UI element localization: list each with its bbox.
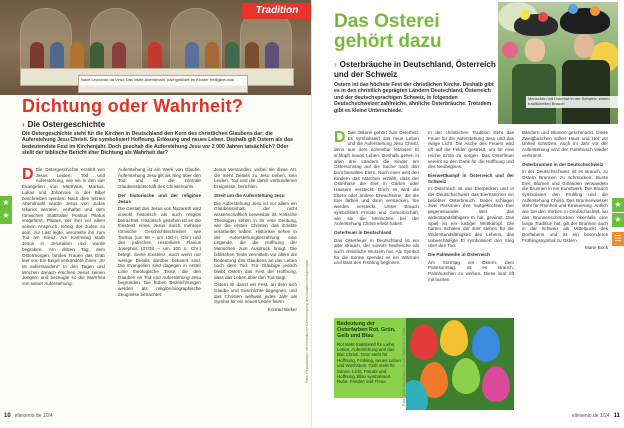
author-signature: Konrad Bieker [267, 307, 297, 313]
section-tab[interactable] [612, 198, 624, 212]
paragraph: Die Ostergeschichte erzählt von Jesus Leiden, Tod und Auferstehung, wie sie in den vier Evangelien von Matthäus, Markus, Lukas und Johannes in der Bibel beschrieben werden. Nach dem letzten Abendmahl wurde Jesus von Judas Iskariot verraten, verhaftet und dem römischen Statthalter Pontius Pilatus vorgeführt. Pilatus, der ihm vor allem seinen Anspruch, König der Juden zu sein, zur Last legte, verurteilte ihn zum Tod am Kreuz. Am Karfreitag starb Jesus in Jerusalem und wurde begraben. Am dritten Tag, dem Ostermorgen, fanden Frauen das Grab leer vor. Ein Engel verkündete ihnen: „Er ist auferstanden!“ In den Tagen und Wochen danach erschien Jesus seinen Jüngern und bezeugte so die Wahrheit von seiner Auferstehung. [22, 167, 105, 287]
section-tab[interactable] [0, 196, 12, 224]
paragraph: Die Gestalt des Jesus von Nazareth wird sowohl historisch als auch religiös betrachtet. Historisch gesehen ist es die Existenz eines Jesus durch mehrere römische Geschichtsschreiber wie Tacitus (um 58 – um 120 n. Chr.) und des jüdischen Historikers Flavius Josephus (37/38 – um 100 n. Chr.) belegt. Seine Existenz, auch wenn nur wenige Details darüber bekannt sind. Die Evangelien sind dagegen in erster Linie theologische Texte, die den Glauben an Tod und Auferstehung Jesu begründen. Die frühen Bezeichnungen werden als religiös-biographische Zeugnisse betrachtet. [118, 206, 201, 297]
paragraph: In Österreich ist das Eierpecken und in der Deutschschweiz das Eiertütschen ein beliebter Osterbrauch. Dabei schlagen zwei Personen ihre hartgekochten Eier gegeneinander. Wer das widerstandsfähigere Ei hat, gewinnt. Das Spiel ist ein lustiger Wettkampf. Die harten Schalen der Eier stehen für die Widerstandsfähigkeit des Lebens, das unbeschädigte Ei symbolisiert den Sieg über den Tod. [428, 186, 514, 249]
paragraph: Ostern ist damit ein Fest, an dem sich Glaube und Geschichte begegnen, und das Christen weltweit jedes Jahr als Symbol für ein neues Leben feiern. [214, 282, 297, 305]
page-number: 11 [613, 413, 620, 419]
section-tab[interactable] [612, 232, 624, 246]
star-icon: ★ [2, 198, 10, 207]
star-icon: ★ [614, 215, 622, 224]
left-column-1 [22, 167, 105, 289]
page-number: 10 [4, 413, 11, 419]
dropcap: D [22, 166, 34, 183]
article-subtitle: › Osterbräuche in Deutschland, Österreich und der Schweiz [334, 60, 496, 79]
paragraph: Das Osterei gehört zum Osterfest. Es symbolisiert das neue Leben und die Auferstehung Jesu Christi, denn aus dem scheinbar leblosen Ei schlüpft neues Leben. Deshalb gehen in allen drei Ländern die Kinder am Ostersonntag auf die Suche nach den bunt bemalten Eiern. Nach einer weit den Kindern das Märchen erzählt, dass der Osterhase die Eier in Gärten oder Häusern versteckt. Doch es wird die Eltern oder andere Erwachsene, die die Eier färben und dann verstecken. Sie werden versteckt. Unser Brauch symbolisiert Freude und Gemeinschaft, wie sie die Menschen bei der Auferstehung Christi erlebt haben. [334, 130, 419, 227]
publication: ellexenio.de 1/24 [571, 413, 610, 419]
easter-eggs-photo [406, 318, 514, 410]
arrow-icon: › [22, 120, 25, 129]
footer [4, 413, 53, 419]
section-tag: Tradition [242, 3, 312, 19]
paragraph: Bändern und Blumen geschmückt. Diese Zweigbuschen sollen Haus und Hof vor Unheil schützen. Auch im Jahr vor der Auferstehung wird der Palmbusch wieder verbrannt. [522, 130, 608, 158]
paragraph: Jesus verstanden, wobei sie diese Art, die mehr Details zu Jesu Leben, sein Leiden, Tod und die damit verbundenen Ereignisse, berichten. [214, 167, 297, 190]
arrow-icon: › [334, 60, 337, 69]
footer [572, 413, 620, 419]
publication: ellexenio.de 1/24 [14, 413, 53, 419]
section-heading: Osterbrunnen in der Deutschschweiz [522, 161, 604, 167]
photo-credit: Foto: Reproduktion mit freundlicher Genehmigung des Klosters Heiligkreuztal [305, 259, 309, 383]
list-icon: ☰ [614, 234, 622, 243]
right-column-1 [334, 130, 419, 268]
painting-caption: Nach Leonardo da Vinci: Das letzte Abendmahl, nachgebildet im Kloster Heiligkreuztal [78, 75, 248, 93]
article-title: Das Osterei gehört dazu [334, 11, 442, 52]
paragraph: Am Sonntag vor Ostern, dem Palmsonntag, ist es Brauch, Palmbuschen zu weihen. Diese sind oft mit bunten [428, 259, 514, 282]
right-column-3 [522, 130, 608, 251]
star-icon: ★ [2, 211, 10, 220]
author-signature: Marie Bock [585, 245, 608, 251]
section-heading: Der historische und der religiöse Jesus [118, 192, 201, 204]
dropcap: D [334, 129, 346, 146]
paragraph: Die Auferstehung Jesu ist vor allem ein Glaubensinhalt, der nicht wissenschaftlich beweisbar ist. Kritische Theologen sehen in ihr eine Deutung, wie die ersten Christen das Erlebte verarbeitet haben. Historiker sehen in der Auferstehungserzählung eine Legende, die die Hoffnung der Menschen zum Ausdruck bringt. Die biblischen Texte vermitteln vor allem die Bedeutung des Glaubens an das Leben nach dem Tod. Für Gläubige jedoch bleibt Ostern das Fest der Hoffnung, dass das Leben über den Tod siegt. [214, 200, 297, 280]
article-intro: Ostern ist das höchste Fest der christlichen Kirche. Deshalb gibt es in den christlich geprägten Ländern Deutschland, Österreich und der deutschsprachigen Schweiz, in folgenden Deutschschweizer zahlreiche, ähnliche Osterbräuche. Trotzdem gibt es kleine Unterschiede. [334, 82, 494, 114]
left-column-3 [214, 167, 297, 313]
article-subtitle: › Die Ostergeschichte [22, 120, 106, 129]
paragraph: Auferstehung ist ein Werk von Glaube. Auferstehung Jesu gilt als Sieg über den Tod und ist die zentrale Glaubensbotschaft des Christentums. [118, 167, 201, 190]
photo-credit: Foto: stock.adobe.com / Bunte Ostereier im Gras [402, 327, 406, 406]
section-heading: Osterfeuer in Deutschland [334, 229, 392, 235]
paragraph: Das Osterfeuer in Deutschland ist ein alter Brauch, der sowohl heidnische als auch christliche Wurzeln hat. Als Symbol für die Sonne spendet es ein Wärmen und lässt den Frühling beginnen. [334, 237, 419, 266]
article-intro: Die Ostergeschichte steht für die Kirchen in Deutschland den Kern des christlichen Glaubens dar: die Auferstehung Jesu Christi. Sie symbolisiert Hoffnung, Erlösung und neues Leben. Deshalb gilt Ostern als das bedeutendste Fest im Kirchenjahr. Doch geschah die Auferstehung Jesu vor 2 000 Jahren tatsächlich? Oder stellt der biblische Bericht eher Dichtung als Wahrheit dar? [22, 131, 293, 157]
info-box-text: Rot steht traditionell für Liebe, Leben, Auferstehung und das Blut Christi. Grün steht für Hoffnung, Frühling, neues Leben und Wachstum. Gelb steht für Sonne, Licht, Freude und Hoffnung. Blau symbolisiert Ruhe, Frieden und Treue. [337, 341, 401, 385]
section-heading: Streit um die Auferstehung Jesu [214, 192, 285, 198]
photo-caption: Menschen mit Osterhut in der Schweiz, einem traditionellen Brauch [526, 96, 620, 108]
section-heading: Eierwettkampf in Österreich und der Schweiz [428, 172, 514, 184]
paragraph: In der Deutschschweiz ist es Brauch, zu Ostern Brunnen zu schmücken. Bunte Eier, Blumen und Girlanden verwandeln die Brunnen in ein Kunstwerk. Der Brauch symbolisiert den Frühling und die Auferstehung Christi. Das Brunnenwasser steht für Reinheit und Erneuerung. Antlich wie bei den Sorben in Großschachtel, wo das Brunnenschmücken ebenfalls eine lange Tradition hat, gilt der Brunnen auch in der Schweiz als Mittelpunkt des Dorflebens und ist ein besonderes Frühlingssymbol zu Ostern. [522, 169, 608, 243]
right-page [312, 0, 624, 428]
section-heading: Die Palmweihe in Österreich [428, 252, 490, 258]
section-tab[interactable] [612, 213, 624, 227]
left-column-2 [118, 167, 201, 299]
paragraph: In der christlichen Tradition steht das Feuer für die Auferstehung Jesu und das ewige Licht. Die Asche des Feuers wird oft auf die Felder gestreut, um für eine reiche Ernte zu sorgen. Das Osterfeuer vereint so den Dank für die Hoffnung und des Neubeginns. [428, 130, 514, 170]
right-column-2 [428, 130, 514, 285]
info-box-heading: Bedeutung der Osterfarben Rot, Grün, Gelb und Blau [337, 321, 396, 340]
star-icon: ★ [614, 200, 622, 209]
info-box [334, 318, 406, 398]
article-title: Dichtung oder Wahrheit? [22, 96, 244, 116]
